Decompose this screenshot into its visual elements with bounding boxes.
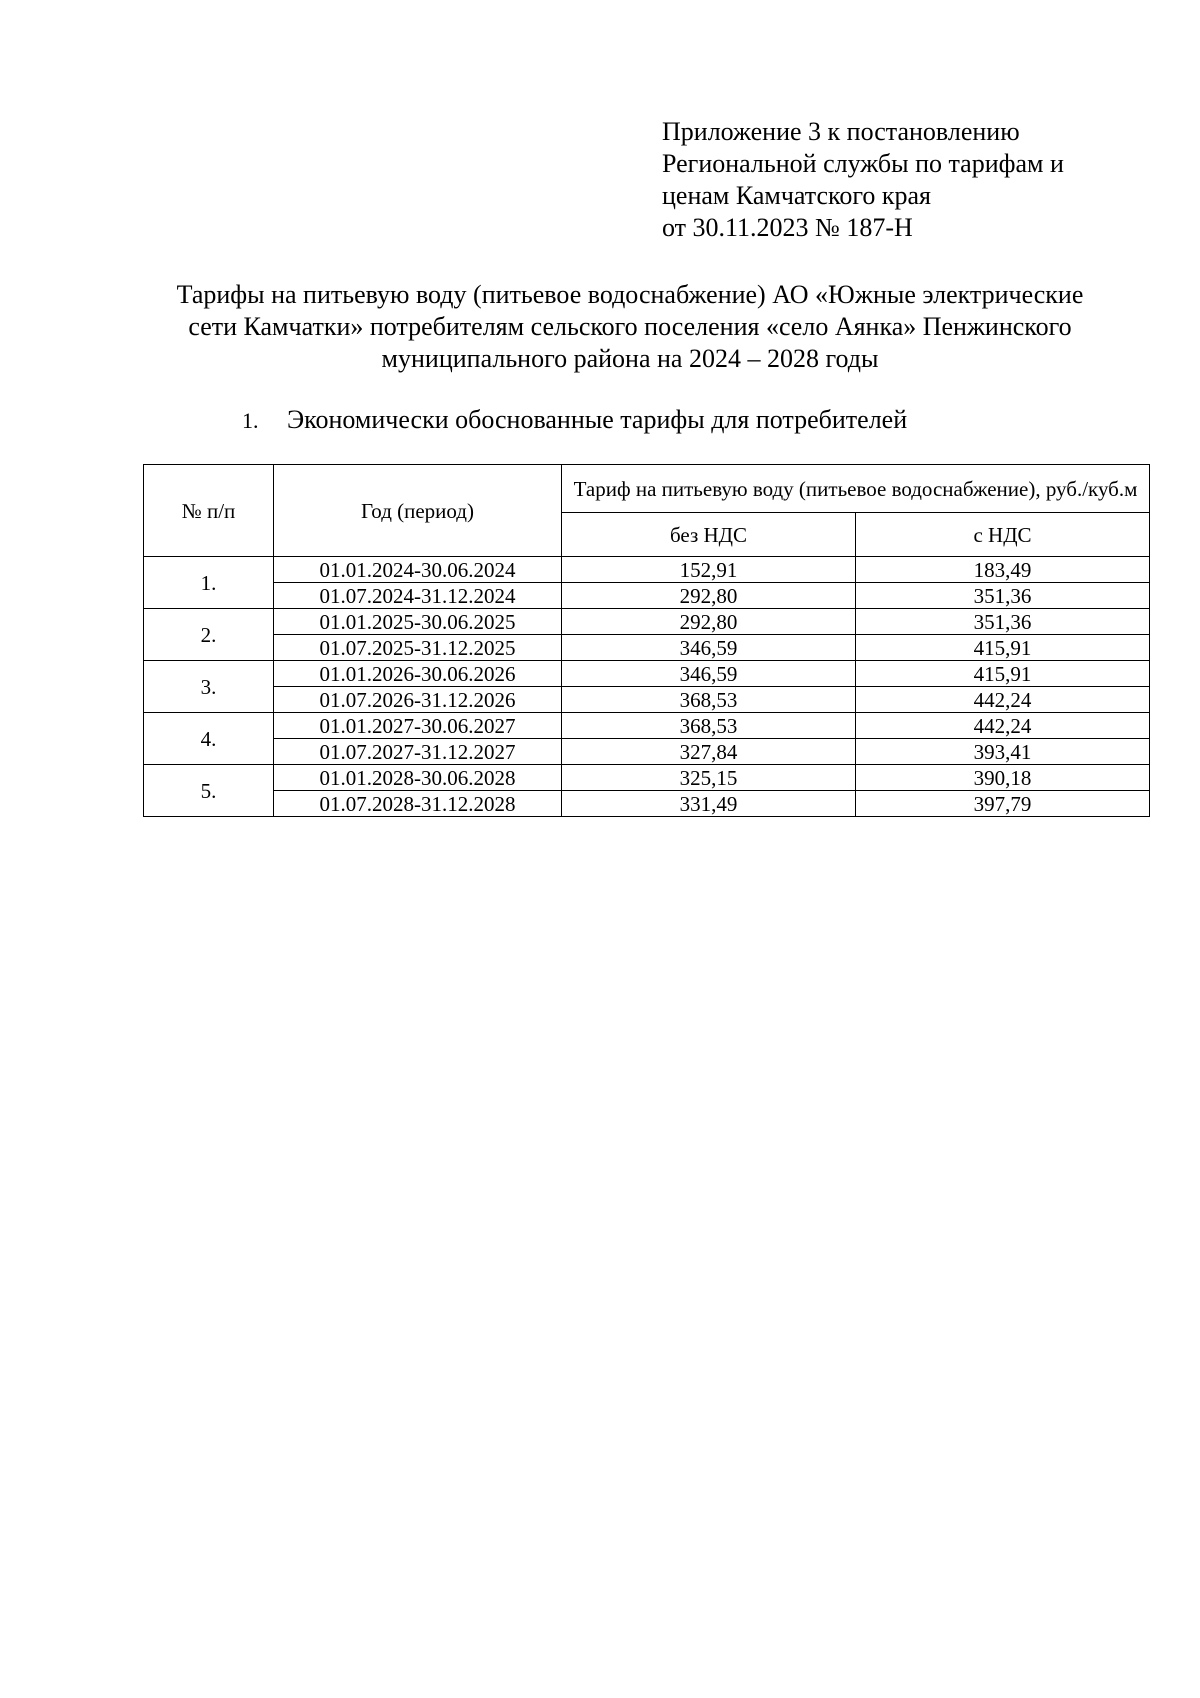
row-without-vat: 292,80 bbox=[562, 583, 856, 609]
row-without-vat: 346,59 bbox=[562, 635, 856, 661]
tariff-table bbox=[143, 464, 1150, 817]
row-without-vat: 346,59 bbox=[562, 661, 856, 687]
row-index: 5. bbox=[144, 765, 274, 817]
section-number: 1. bbox=[242, 408, 259, 433]
title-line: муниципального района на 2024 – 2028 годы bbox=[381, 344, 879, 373]
table-row bbox=[144, 765, 1150, 791]
row-with-vat: 397,79 bbox=[856, 791, 1150, 817]
appendix-line: от 30.11.2023 № 187-Н bbox=[662, 213, 913, 242]
table-row bbox=[144, 661, 1150, 687]
row-period: 01.07.2027-31.12.2027 bbox=[274, 739, 562, 765]
table-row bbox=[144, 739, 1150, 765]
row-index: 1. bbox=[144, 557, 274, 609]
table-row bbox=[144, 557, 1150, 583]
row-period: 01.07.2028-31.12.2028 bbox=[274, 791, 562, 817]
row-period: 01.01.2027-30.06.2027 bbox=[274, 713, 562, 739]
row-with-vat: 415,91 bbox=[856, 635, 1150, 661]
appendix-line: Региональной службы по тарифам и bbox=[662, 149, 1064, 178]
table-row bbox=[144, 635, 1150, 661]
header-period: Год (период) bbox=[274, 465, 562, 557]
table-row bbox=[144, 609, 1150, 635]
title-line: Тарифы на питьевую воду (питьевое водоснабжение) АО «Южные электрические bbox=[176, 280, 1084, 309]
title-line: сети Камчатки» потребителям сельского поселения «село Аянка» Пенжинского bbox=[188, 312, 1072, 341]
row-without-vat: 325,15 bbox=[562, 765, 856, 791]
row-without-vat: 327,84 bbox=[562, 739, 856, 765]
row-with-vat: 442,24 bbox=[856, 687, 1150, 713]
appendix-reference bbox=[662, 116, 1064, 244]
row-without-vat: 331,49 bbox=[562, 791, 856, 817]
row-with-vat: 390,18 bbox=[856, 765, 1150, 791]
row-without-vat: 368,53 bbox=[562, 713, 856, 739]
row-period: 01.01.2024-30.06.2024 bbox=[274, 557, 562, 583]
row-period: 01.01.2026-30.06.2026 bbox=[274, 661, 562, 687]
header-tariff-group: Тариф на питьевую воду (питьевое водоснабжение), руб./куб.м bbox=[562, 465, 1150, 513]
row-without-vat: 152,91 bbox=[562, 557, 856, 583]
row-with-vat: 351,36 bbox=[856, 609, 1150, 635]
table-row bbox=[144, 583, 1150, 609]
row-period: 01.07.2026-31.12.2026 bbox=[274, 687, 562, 713]
row-index: 3. bbox=[144, 661, 274, 713]
header-without-vat: без НДС bbox=[562, 513, 856, 557]
row-with-vat: 351,36 bbox=[856, 583, 1150, 609]
row-with-vat: 415,91 bbox=[856, 661, 1150, 687]
row-period: 01.01.2025-30.06.2025 bbox=[274, 609, 562, 635]
section-heading bbox=[242, 404, 907, 437]
row-period: 01.01.2028-30.06.2028 bbox=[274, 765, 562, 791]
row-index: 4. bbox=[144, 713, 274, 765]
row-with-vat: 183,49 bbox=[856, 557, 1150, 583]
document-title bbox=[130, 279, 1130, 375]
appendix-line: ценам Камчатского края bbox=[662, 181, 931, 210]
row-index: 2. bbox=[144, 609, 274, 661]
row-with-vat: 393,41 bbox=[856, 739, 1150, 765]
row-period: 01.07.2025-31.12.2025 bbox=[274, 635, 562, 661]
row-without-vat: 292,80 bbox=[562, 609, 856, 635]
row-with-vat: 442,24 bbox=[856, 713, 1150, 739]
section-text: Экономически обоснованные тарифы для потребителей bbox=[287, 405, 908, 434]
row-period: 01.07.2024-31.12.2024 bbox=[274, 583, 562, 609]
table-row bbox=[144, 791, 1150, 817]
appendix-line: Приложение 3 к постановлению bbox=[662, 117, 1020, 146]
header-index: № п/п bbox=[144, 465, 274, 557]
header-with-vat: с НДС bbox=[856, 513, 1150, 557]
table-row bbox=[144, 713, 1150, 739]
row-without-vat: 368,53 bbox=[562, 687, 856, 713]
table-row bbox=[144, 687, 1150, 713]
